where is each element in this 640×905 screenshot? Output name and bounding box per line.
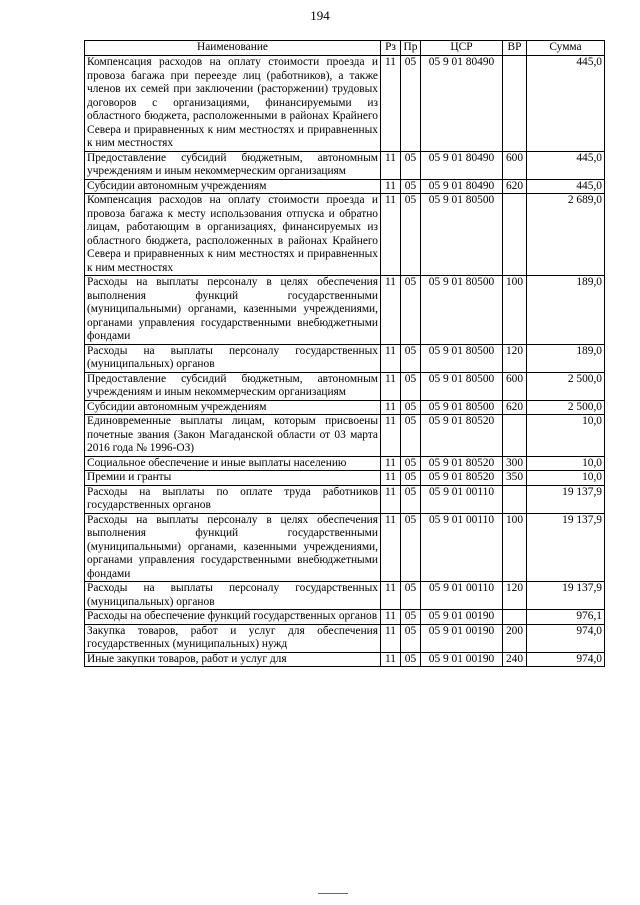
row-sum-cell: 2 500,0 bbox=[527, 400, 605, 415]
header-name: Наименование bbox=[85, 41, 381, 56]
row-pr-cell: 05 bbox=[401, 624, 421, 652]
row-name-cell: Субсидии автономным учреждениям bbox=[85, 179, 381, 194]
row-pr-cell: 05 bbox=[401, 513, 421, 582]
row-name-cell: Компенсация расходов на оплату стоимости проезда и провоза багажа к месту использования отпуска и обратно лицам, работающим в организациях, финансируемых из областного бюджета, расположенных в районах Крайнего Севера и приравненных к ним местностях и приравненных к ним местностях bbox=[85, 194, 381, 276]
row-csr-cell: 05 9 01 80500 bbox=[421, 276, 503, 345]
row-sum-cell: 189,0 bbox=[527, 276, 605, 345]
row-pr-cell: 05 bbox=[401, 372, 421, 400]
row-sum-cell: 445,0 bbox=[527, 56, 605, 152]
table-row bbox=[85, 610, 605, 625]
table-row bbox=[85, 456, 605, 471]
row-rz-cell: 11 bbox=[381, 652, 401, 667]
row-vr-cell: 100 bbox=[503, 276, 527, 345]
row-name-cell: Расходы на выплаты персоналу государственных (муниципальных) органов bbox=[85, 582, 381, 610]
row-pr-cell: 05 bbox=[401, 456, 421, 471]
table-row bbox=[85, 485, 605, 513]
row-csr-cell: 05 9 01 00110 bbox=[421, 513, 503, 582]
row-rz-cell: 11 bbox=[381, 485, 401, 513]
row-sum-cell: 19 137,9 bbox=[527, 513, 605, 582]
row-vr-cell bbox=[503, 485, 527, 513]
row-vr-cell: 120 bbox=[503, 582, 527, 610]
header-csr: ЦСР bbox=[421, 41, 503, 56]
row-sum-cell: 189,0 bbox=[527, 344, 605, 372]
table-row bbox=[85, 415, 605, 457]
table-row bbox=[85, 344, 605, 372]
row-vr-cell bbox=[503, 610, 527, 625]
row-rz-cell: 11 bbox=[381, 151, 401, 179]
row-rz-cell: 11 bbox=[381, 610, 401, 625]
row-vr-cell bbox=[503, 56, 527, 152]
row-name-cell: Субсидии автономным учреждениям bbox=[85, 400, 381, 415]
row-pr-cell: 05 bbox=[401, 179, 421, 194]
row-pr-cell: 05 bbox=[401, 276, 421, 345]
page-number: 194 bbox=[310, 8, 330, 23]
row-rz-cell: 11 bbox=[381, 372, 401, 400]
row-csr-cell: 05 9 01 80520 bbox=[421, 415, 503, 457]
row-vr-cell bbox=[503, 415, 527, 457]
table-row bbox=[85, 652, 605, 667]
row-sum-cell: 10,0 bbox=[527, 471, 605, 486]
row-name-cell: Компенсация расходов на оплату стоимости проезда и провоза багажа при переезде лиц (работников), а также членов их семей при заключении (расторжении) трудовых договоров с организациями, финансируемыми из областного бюджета, расположенными в районах Крайнего Севера и приравненных к ним местностях и приравненных к ним местностях bbox=[85, 56, 381, 152]
row-vr-cell: 100 bbox=[503, 513, 527, 582]
row-vr-cell: 240 bbox=[503, 652, 527, 667]
row-rz-cell: 11 bbox=[381, 400, 401, 415]
row-sum-cell: 974,0 bbox=[527, 652, 605, 667]
row-pr-cell: 05 bbox=[401, 582, 421, 610]
row-sum-cell: 445,0 bbox=[527, 151, 605, 179]
row-pr-cell: 05 bbox=[401, 344, 421, 372]
row-vr-cell: 620 bbox=[503, 400, 527, 415]
row-name-cell: Предоставление субсидий бюджетным, автономным учреждениям и иным некоммерческим организациям bbox=[85, 372, 381, 400]
table-row bbox=[85, 513, 605, 582]
row-csr-cell: 05 9 01 00190 bbox=[421, 610, 503, 625]
row-vr-cell: 300 bbox=[503, 456, 527, 471]
row-csr-cell: 05 9 01 80520 bbox=[421, 471, 503, 486]
row-csr-cell: 05 9 01 80500 bbox=[421, 344, 503, 372]
row-name-cell: Расходы на выплаты по оплате труда работников государственных органов bbox=[85, 485, 381, 513]
row-csr-cell: 05 9 01 80500 bbox=[421, 400, 503, 415]
row-name-cell: Иные закупки товаров, работ и услуг для bbox=[85, 652, 381, 667]
table-row bbox=[85, 400, 605, 415]
row-csr-cell: 05 9 01 80500 bbox=[421, 372, 503, 400]
row-rz-cell: 11 bbox=[381, 179, 401, 194]
header-sum: Сумма bbox=[527, 41, 605, 56]
row-csr-cell: 05 9 01 00190 bbox=[421, 624, 503, 652]
row-csr-cell: 05 9 01 80500 bbox=[421, 194, 503, 276]
table-row bbox=[85, 179, 605, 194]
row-vr-cell: 200 bbox=[503, 624, 527, 652]
row-rz-cell: 11 bbox=[381, 582, 401, 610]
row-name-cell: Расходы на выплаты персоналу в целях обеспечения выполнения функций государственными (муниципальными) органами, казенными учреждениями, органами управления государственными внебюджетными фондами bbox=[85, 513, 381, 582]
budget-table bbox=[84, 40, 605, 667]
row-csr-cell: 05 9 01 00110 bbox=[421, 485, 503, 513]
row-name-cell: Расходы на выплаты персоналу государственных (муниципальных) органов bbox=[85, 344, 381, 372]
row-rz-cell: 11 bbox=[381, 344, 401, 372]
row-csr-cell: 05 9 01 80520 bbox=[421, 456, 503, 471]
row-rz-cell: 11 bbox=[381, 456, 401, 471]
row-name-cell: Расходы на выплаты персоналу в целях обеспечения выполнения функций государственными (муниципальными) органами, казенными учреждениями, органами управления государственными внебюджетными фондами bbox=[85, 276, 381, 345]
row-pr-cell: 05 bbox=[401, 400, 421, 415]
row-csr-cell: 05 9 01 00190 bbox=[421, 652, 503, 667]
table-row bbox=[85, 194, 605, 276]
header-rz: Рз bbox=[381, 41, 401, 56]
row-name-cell: Единовременные выплаты лицам, которым присвоены почетные звания (Закон Магаданской области от 03 марта 2016 года № 1996-ОЗ) bbox=[85, 415, 381, 457]
header-pr: Пр bbox=[401, 41, 421, 56]
row-name-cell: Социальное обеспечение и иные выплаты населению bbox=[85, 456, 381, 471]
row-vr-cell: 350 bbox=[503, 471, 527, 486]
row-name-cell: Премии и гранты bbox=[85, 471, 381, 486]
page-bottom-mark bbox=[318, 893, 348, 894]
table-row bbox=[85, 276, 605, 345]
row-sum-cell: 10,0 bbox=[527, 456, 605, 471]
row-pr-cell: 05 bbox=[401, 194, 421, 276]
row-vr-cell: 600 bbox=[503, 372, 527, 400]
row-rz-cell: 11 bbox=[381, 513, 401, 582]
row-rz-cell: 11 bbox=[381, 415, 401, 457]
row-name-cell: Предоставление субсидий бюджетным, автономным учреждениям и иным некоммерческим организациям bbox=[85, 151, 381, 179]
row-vr-cell: 620 bbox=[503, 179, 527, 194]
table-row bbox=[85, 471, 605, 486]
row-vr-cell bbox=[503, 194, 527, 276]
row-pr-cell: 05 bbox=[401, 652, 421, 667]
row-csr-cell: 05 9 01 00110 bbox=[421, 582, 503, 610]
table-row bbox=[85, 372, 605, 400]
row-rz-cell: 11 bbox=[381, 624, 401, 652]
row-pr-cell: 05 bbox=[401, 485, 421, 513]
table-body bbox=[85, 56, 605, 667]
row-pr-cell: 05 bbox=[401, 151, 421, 179]
row-rz-cell: 11 bbox=[381, 471, 401, 486]
row-sum-cell: 974,0 bbox=[527, 624, 605, 652]
row-csr-cell: 05 9 01 80490 bbox=[421, 151, 503, 179]
row-sum-cell: 2 500,0 bbox=[527, 372, 605, 400]
row-pr-cell: 05 bbox=[401, 415, 421, 457]
row-csr-cell: 05 9 01 80490 bbox=[421, 56, 503, 152]
row-sum-cell: 976,1 bbox=[527, 610, 605, 625]
row-rz-cell: 11 bbox=[381, 276, 401, 345]
row-csr-cell: 05 9 01 80490 bbox=[421, 179, 503, 194]
table-row bbox=[85, 56, 605, 152]
table-row bbox=[85, 582, 605, 610]
row-name-cell: Расходы на обеспечение функций государственных органов bbox=[85, 610, 381, 625]
row-pr-cell: 05 bbox=[401, 471, 421, 486]
table-header-row bbox=[85, 41, 605, 56]
table-row bbox=[85, 151, 605, 179]
row-sum-cell: 445,0 bbox=[527, 179, 605, 194]
row-pr-cell: 05 bbox=[401, 610, 421, 625]
row-sum-cell: 19 137,9 bbox=[527, 485, 605, 513]
row-name-cell: Закупка товаров, работ и услуг для обеспечения государственных (муниципальных) нужд bbox=[85, 624, 381, 652]
row-vr-cell: 600 bbox=[503, 151, 527, 179]
row-sum-cell: 19 137,9 bbox=[527, 582, 605, 610]
row-pr-cell: 05 bbox=[401, 56, 421, 152]
row-sum-cell: 10,0 bbox=[527, 415, 605, 457]
header-vr: ВР bbox=[503, 41, 527, 56]
table-row bbox=[85, 624, 605, 652]
row-sum-cell: 2 689,0 bbox=[527, 194, 605, 276]
row-rz-cell: 11 bbox=[381, 194, 401, 276]
row-vr-cell: 120 bbox=[503, 344, 527, 372]
row-rz-cell: 11 bbox=[381, 56, 401, 152]
